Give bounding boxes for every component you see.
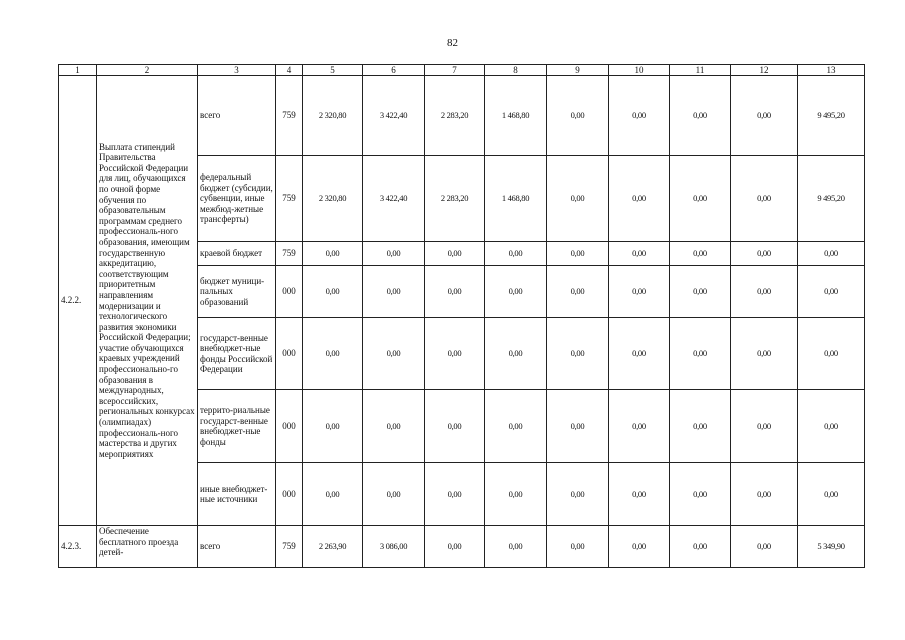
value-cell: 1 468,80: [485, 76, 547, 156]
value-cell: 9 495,20: [798, 156, 865, 242]
col-header: 10: [609, 65, 670, 76]
value-cell: 0,00: [609, 526, 670, 568]
funding-source: иные внебюджет-ные источники: [198, 463, 276, 526]
value-cell: 0,00: [609, 156, 670, 242]
table-row: [59, 76, 865, 156]
value-cell: 0,00: [798, 266, 865, 318]
value-cell: 0,00: [547, 526, 609, 568]
value-cell: 0,00: [425, 318, 485, 390]
funding-source: всего: [198, 76, 276, 156]
value-cell: 2 320,80: [303, 76, 363, 156]
col-header: 3: [198, 65, 276, 76]
col-header: 1: [59, 65, 97, 76]
col-header: 6: [363, 65, 425, 76]
row-description: [97, 526, 198, 568]
value-cell: 0,00: [485, 390, 547, 463]
col-header: 7: [425, 65, 485, 76]
row-description: Выплата стипендий Правительства Российской Федерации для лиц, обучающихся по очной форме обучения по образовательным программам среднего профессиональ-ного образования, имеющим государственную аккредитацию, соответствующим приоритетным направлениям модернизации и технологического развития экономики Российской Федерации; участие обучающихся краевых учреждений профессионально-го образования в международных, всероссийских, региональных конкурсах (олимпиадах) профессиональ-ного мастерства и других мероприятиях: [97, 76, 198, 526]
value-cell: 0,00: [425, 266, 485, 318]
value-cell: 0,00: [798, 390, 865, 463]
budget-code: 000: [276, 318, 303, 390]
value-cell: 0,00: [485, 318, 547, 390]
value-cell: 0,00: [485, 526, 547, 568]
value-cell: 0,00: [670, 390, 731, 463]
value-cell: 0,00: [670, 242, 731, 266]
value-cell: 0,00: [609, 76, 670, 156]
value-cell: 0,00: [731, 242, 798, 266]
value-cell: 0,00: [303, 318, 363, 390]
value-cell: 0,00: [609, 390, 670, 463]
value-cell: 0,00: [363, 390, 425, 463]
budget-table: [58, 64, 865, 568]
value-cell: 5 349,90: [798, 526, 865, 568]
value-cell: 1 468,80: [485, 156, 547, 242]
value-cell: 0,00: [798, 463, 865, 526]
value-cell: 0,00: [425, 463, 485, 526]
value-cell: 0,00: [609, 266, 670, 318]
value-cell: 0,00: [670, 266, 731, 318]
value-cell: 0,00: [363, 242, 425, 266]
funding-source: террито-риальные государст-венные внебюджет-ные фонды: [198, 390, 276, 463]
value-cell: 0,00: [547, 318, 609, 390]
value-cell: 0,00: [670, 318, 731, 390]
value-cell: 0,00: [485, 463, 547, 526]
value-cell: 0,00: [731, 526, 798, 568]
col-header: 9: [547, 65, 609, 76]
row-description-text: Обеспечение бесплатного проезда детей-: [99, 526, 179, 558]
value-cell: 0,00: [670, 156, 731, 242]
value-cell: 0,00: [363, 463, 425, 526]
value-cell: 0,00: [485, 242, 547, 266]
value-cell: 0,00: [670, 526, 731, 568]
page-number: 82: [447, 37, 458, 49]
value-cell: 3 086,00: [363, 526, 425, 568]
value-cell: 3 422,40: [363, 156, 425, 242]
row-code: 4.2.2.: [59, 76, 97, 526]
value-cell: 0,00: [731, 318, 798, 390]
value-cell: 9 495,20: [798, 76, 865, 156]
value-cell: 0,00: [303, 463, 363, 526]
budget-code: 759: [276, 242, 303, 266]
col-header: 8: [485, 65, 547, 76]
value-cell: 0,00: [609, 463, 670, 526]
budget-code: 000: [276, 463, 303, 526]
value-cell: 0,00: [363, 318, 425, 390]
funding-source: краевой бюджет: [198, 242, 276, 266]
budget-code: 759: [276, 156, 303, 242]
value-cell: 0,00: [425, 526, 485, 568]
value-cell: 0,00: [425, 242, 485, 266]
col-header: 5: [303, 65, 363, 76]
value-cell: 0,00: [547, 390, 609, 463]
value-cell: 2 283,20: [425, 76, 485, 156]
budget-code: 000: [276, 266, 303, 318]
value-cell: 2 283,20: [425, 156, 485, 242]
value-cell: 0,00: [485, 266, 547, 318]
value-cell: 2 263,90: [303, 526, 363, 568]
col-header: 4: [276, 65, 303, 76]
value-cell: 0,00: [670, 463, 731, 526]
value-cell: 0,00: [731, 463, 798, 526]
col-header: 11: [670, 65, 731, 76]
value-cell: 0,00: [303, 242, 363, 266]
value-cell: 0,00: [609, 318, 670, 390]
row-code: 4.2.3.: [59, 526, 97, 568]
value-cell: 0,00: [731, 76, 798, 156]
header-row: [59, 65, 865, 76]
value-cell: 0,00: [731, 266, 798, 318]
col-header: 12: [731, 65, 798, 76]
value-cell: 0,00: [547, 156, 609, 242]
funding-source: бюджет муници-пальных образований: [198, 266, 276, 318]
value-cell: 0,00: [547, 76, 609, 156]
value-cell: 0,00: [547, 242, 609, 266]
funding-source: государст-венные внебюджет-ные фонды Российской Федерации: [198, 318, 276, 390]
value-cell: 2 320,80: [303, 156, 363, 242]
value-cell: 0,00: [303, 390, 363, 463]
value-cell: 0,00: [303, 266, 363, 318]
table-row: [59, 526, 865, 568]
col-header: 2: [97, 65, 198, 76]
funding-source: федеральный бюджет (субсидии, субвенции, иные межбюд-жетные трансферты): [198, 156, 276, 242]
budget-code: 000: [276, 390, 303, 463]
value-cell: 0,00: [798, 318, 865, 390]
value-cell: 0,00: [731, 156, 798, 242]
budget-code: 759: [276, 76, 303, 156]
value-cell: 0,00: [609, 242, 670, 266]
col-header: 13: [798, 65, 865, 76]
value-cell: 0,00: [547, 463, 609, 526]
value-cell: 3 422,40: [363, 76, 425, 156]
funding-source: всего: [198, 526, 276, 568]
value-cell: 0,00: [547, 266, 609, 318]
value-cell: 0,00: [798, 242, 865, 266]
budget-code: 759: [276, 526, 303, 568]
value-cell: 0,00: [363, 266, 425, 318]
value-cell: 0,00: [425, 390, 485, 463]
value-cell: 0,00: [670, 76, 731, 156]
value-cell: 0,00: [731, 390, 798, 463]
